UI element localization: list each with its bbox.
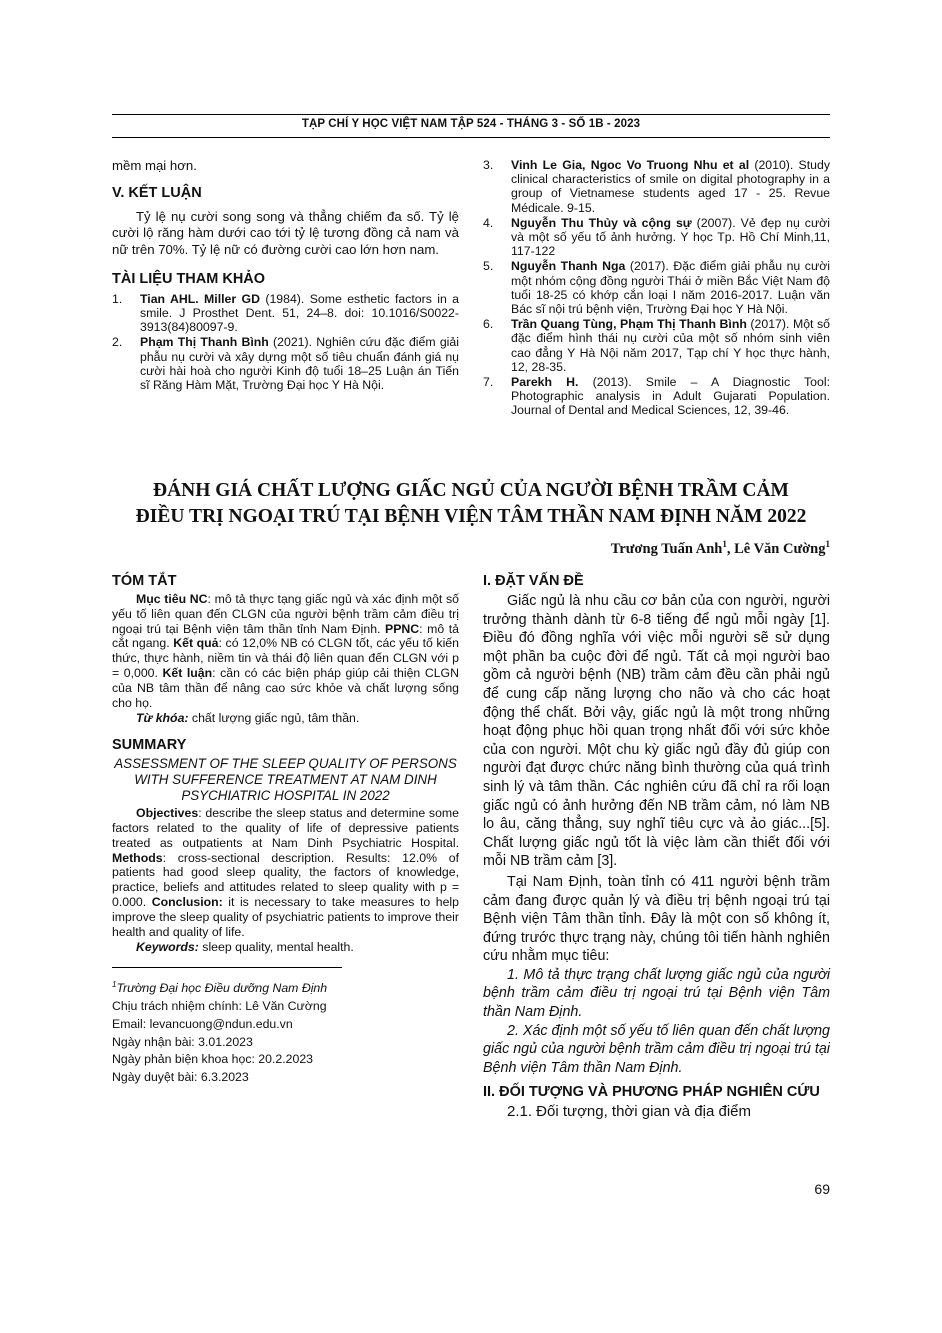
continuation-text: mềm mại hơn. [112,158,197,173]
article-title-line1: ĐÁNH GIÁ CHẤT LƯỢNG GIẤC NGỦ CỦA NGƯỜI BỆNH TRẦM CẢM [153,480,789,501]
abstract-column [112,572,459,1087]
footnote-reviewed: Ngày phản biện khoa học: 20.2.2023 [112,1052,314,1067]
footnote-responsible: Chịu trách nhiệm chính: Lê Văn Cường [112,999,327,1014]
reference-item: 4. Nguyễn Thu Thủy và cộng sự (2007). Vẻ đẹp nụ cười và một số yếu tố ảnh hưởng. Y học Tp. Hồ Chí Minh,11, 117-122 [483,215,830,259]
reference-item: 6. Trần Quang Tùng, Phạm Thị Thanh Bình (2017). Một số đặc điểm hình thái nụ cười của một số nhóm sinh viên cao đẳng Y Hà Nội năm 2017, Tạp chí Y học thực hành, 12, 28-35. [483,317,831,374]
intro-paragraph-2: Tại Nam Định, toàn tỉnh có 411 người bệnh trầm cảm đang được quản lý và điều trị bệnh ngoại trú tại Bệnh viện Tâm thần tỉnh. Đây là một con số không ít, đứng trước thực trạng này, chúng tôi tiến hành nghiên cứu nhằm mục tiêu: [483,873,830,965]
intro-column [483,572,830,1122]
header-rule-top [112,114,830,115]
intro-heading: I. ĐẶT VẤN ĐỀ [483,573,584,589]
summary-title: ASSESSMENT OF THE SLEEP QUALITY OF PERSONS WITH SUFFERENCE TREATMENT AT NAM DINH PSYCHIATRIC HOSPITAL IN 2022 [114,756,457,804]
intro-objective-2: 2. Xác định một số yếu tố liên quan đến chất lượng giấc ngủ của người bệnh trầm cảm điều trị ngoại trú tại Bệnh viện Tâm thần Nam Định. [483,1022,830,1076]
article-authors: Trương Tuấn Anh$^1$, Lê Văn Cường$^1$ [610,539,830,557]
abstract-vi-keywords: Từ khóa: chất lượng giấc ngủ, tâm thần. [136,711,360,726]
reference-item: 5. Nguyễn Thanh Nga (2017). Đặc điểm giải phẫu nụ cười một nhóm cộng đồng người Thái ở miền Bắc Việt Nam độ tuổi 18-25 có khớp cắn loại I năm 2016-2017. Luận văn Bác sĩ nội trú bệnh viện, Trường Đại học Y Hà Nội. [483,259,830,317]
page-number: 69 [814,1181,830,1197]
references-list-right [483,158,830,418]
top-left-column [112,158,459,393]
conclusion-text: Tỷ lệ nụ cười song song và thẳng chiếm đa số. Tỷ lệ cười lộ răng hàm dưới cao tới tỷ lệ tương đồng cả nam và nữ trên 70%. Tỷ lệ nữ có đường cười cao lớn hơn nam. [112,209,459,257]
article-title-line2: ĐIỀU TRỊ NGOẠI TRÚ TẠI BỆNH VIỆN TÂM THẦN NAM ĐỊNH NĂM 2022 [135,506,807,527]
footnote-rule [112,967,342,968]
abstract-vi-text: Mục tiêu NC: mô tả thực tạng giấc ngủ và xác định một số yếu tố liên quan đến CLGN của người bệnh trầm cảm điều trị ngoại trú tại Bệnh viện tâm thần tỉnh Nam Định. PPNC: mô tả cắt ngang. Kết quả: có 12,0% NB có CLGN tốt, các yếu tố kiến thức, thực hành, niềm tin và thái độ liên quan đến CLGN với p = 0,000. Kết luận: cần có các biện pháp giúp cải thiện CLGN của NB tâm thần để nâng cao sức khỏe và chất lượng sống cho họ. [112,592,459,710]
summary-text: Objectives: describe the sleep status and determine some factors related to the quality of life of depressive patients treated as outpatients at Nam Dinh Psychiatric Hospital. Methods: cross-sectional description. Results: 12.0% of patients had good sleep quality, the factors of knowledge, practice, beliefs and attitudes related to sleep quality with p = 0.000. Conclusion: it is necessary to take measures to help improve the sleep quality of psychiatric patients to improve their health and quality of life. [112,806,459,939]
reference-item: 7. Parekh H. (2013). Smile – A Diagnostic Tool: Photographic analysis in Adult Gujarati Population. Journal of Dental and Medical Sciences, 12, 39-46. [483,375,831,418]
reference-item: 3. Vinh Le Gia, Ngoc Vo Truong Nhu et al (2010). Study clinical characteristics of smile on digital photography in a group of Vietnamese students aged 17 - 25. Revue Médicale. 9-15. [483,158,830,215]
article-title [112,478,830,530]
references-heading: TÀI LIỆU THAM KHẢO [112,270,266,287]
footnote-approved: Ngày duyệt bài: 6.3.2023 [112,1070,249,1085]
summary-heading: SUMMARY [112,737,187,754]
reference-item: 1. Tian AHL. Miller GD (1984). Some esthetic factors in a smile. J Prosthet Dent. 51, 24–8. doi: 10.1016/S0022-3913(84)80097-9. [112,291,459,335]
journal-header: TẠP CHÍ Y HỌC VIỆT NAM TẬP 524 - THÁNG 3 - SỐ 1B - 2023 [301,118,641,130]
abstract-vi-heading: TÓM TẮT [112,573,177,589]
intro-objective-1: 1. Mô tả thực trạng chất lượng giấc ngủ của người bệnh trầm cảm điều trị ngoại trú tại Bệnh viện Tâm thần Nam Định. [483,966,830,1021]
header-rule-bottom [112,137,830,138]
conclusion-heading: V. KẾT LUẬN [112,185,202,202]
footnote-received: Ngày nhận bài: 3.01.2023 [112,1034,253,1049]
author-name: Trương Tuấn Anh [610,540,723,557]
top-right-column [483,158,830,419]
references-list-left [112,292,459,392]
reference-item: 2. Phạm Thị Thanh Bình (2021). Nghiên cứu đặc điểm giải phẫu nụ cười và xây dựng một số tiêu chuẩn đánh giá nụ cười hài hoà cho người Kinh độ tuổi 18–25 Luận án Tiến sĩ Răng Hàm Mặt, Trường Đại học Y Hà Nội. [112,335,459,393]
author-name: Lê Văn Cường [734,540,826,557]
footnote-email: Email: levancuong@ndun.edu.vn [112,1016,293,1031]
summary-keywords: Keywords: sleep quality, mental health. [136,940,354,955]
methods-subheading: 2.1. Đối tượng, thời gian và địa điểm [507,1103,752,1121]
intro-paragraph-1: Giấc ngủ là nhu cầu cơ bản của con người, người trưởng thành dành từ 6-8 tiếng để ngủ mỗi ngày [1]. Điều đó đồng nghĩa với việc mỗi người sẽ sử dụng một phần ba cuộc đời để ngủ. Tất cả mọi người bao gồm cả người bệnh (NB) trầm cảm đều cần phải ngủ để cung cấp năng lượng cho não và cho các hoạt động thể chất. Bởi vậy, giấc ngủ là một trong những hoạt động phục hồi quan trọng nhất đối với sức khỏe của con người. Một chu kỳ giấc ngủ đầy đủ giúp con người đạt được chức năng bình thường của quá trình sinh lý và tâm thần. Các nghiên cứu đã chỉ ra rối loạn giấc ngủ có ảnh hưởng đến NB trầm cảm, nó làm NB lo âu, căng thẳng, suy nghĩ tiêu cực và ảo giác...[5]. Chất lượng giấc ngủ tốt là việc làm cần thiết đối với mỗi NB trầm cảm [3]. [483,593,830,870]
methods-heading: II. ĐỐI TƯỢNG VÀ PHƯƠNG PHÁP NGHIÊN CỨU [483,1084,820,1101]
footnote-affiliation: $^1$Trường Đại học Điều dưỡng Nam Định [112,980,328,996]
